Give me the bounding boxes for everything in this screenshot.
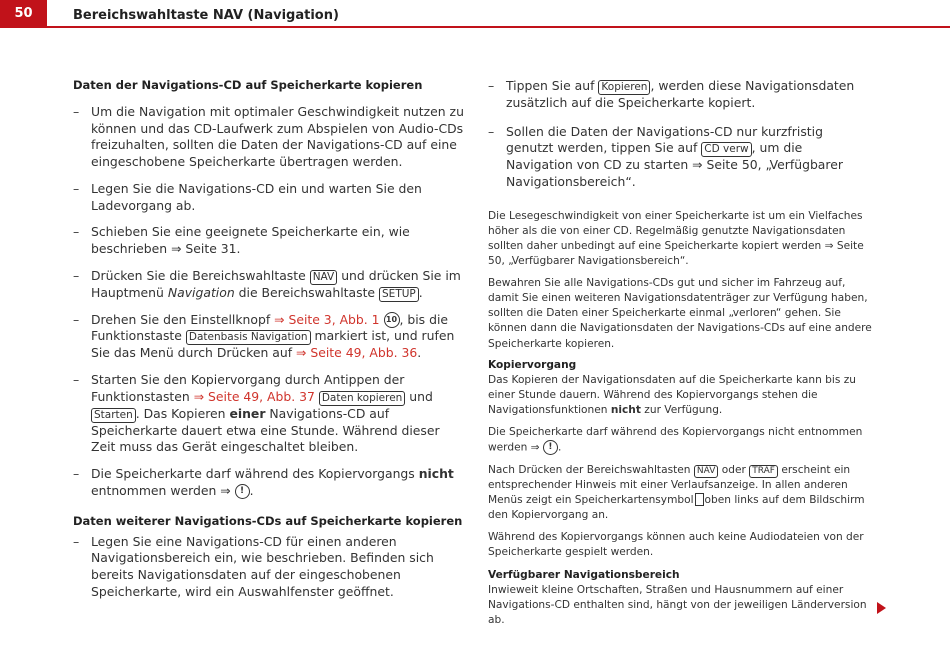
note-paragraph: Bewahren Sie alle Navigations-CDs gut und sicher im Fahrzeug auf, damit Sie einen weiteren Navigationsdatenträger zur Verfügung haben, sollten die Daten einer Speicherkarte einmal „verloren“ gehen. Sie können dann die Navigationsdaten der Navigations-CDs auf eine andere Speicherkarte kopieren.: [488, 277, 872, 350]
datenbasis-key: Datenbasis Navigation: [186, 330, 311, 345]
note-paragraph: Während des Kopiervorgangs können auch keine Audiodateien von der Speicherkarte gespielt werden.: [488, 531, 864, 559]
list-item: – Drehen Sie den Einstellknopf ⇒ Seite 3, Abb. 1 10 , bis die Funktionstaste Datenbasis Navigation markiert ist, und rufen Sie das Menü durch Drücken auf ⇒ Seite 49, Abb. 36.: [73, 311, 455, 361]
list-item: – Legen Sie eine Navigations-CD für einen anderen Navigationsbereich ein, wie beschrieben. Befinden sich bereits Navigationsdaten auf der eingeschobenen Speicherkarte, wird ein Auswahlfenster geöffnet.: [73, 533, 434, 599]
memory-card-icon: [695, 493, 704, 506]
list-item: – Starten Sie den Kopiervorgang durch Antippen der Funktionstasten ⇒ Seite 49, Abb. 37 Daten kopieren und Starten . Das Kopieren einer Navigations-CD auf Speicherkarte dauert etwa eine Stunde. Während dieser Zeit muss das Gerät eingeschaltet bleiben.: [73, 372, 440, 455]
list-item: – Um die Navigation mit optimaler Geschwindigkeit nutzen zu können und das CD-Laufwerk zum Abspielen von Audio-CDs freizuhalten, sollten die Daten der Navigations-CD auf eine eingeschobene Speicherkarte übertragen werden.: [73, 104, 464, 170]
right-column: [488, 78, 873, 628]
knob-icon: 10: [384, 312, 400, 328]
note-paragraph: Die Lesegeschwindigkeit von einer Speicherkarte ist um ein Vielfaches höher als die von einer CD. Regelmäßig genutzte Navigationsdaten sollten daher unbedingt auf eine Speicherkarte kopiert werden ⇒ Seite 50, „Verfügbarer Navigationsbereich“.: [488, 209, 864, 268]
list-item: – Die Speicherkarte darf während des Kopiervorgangs nicht entnommen werden ⇒ ! .: [73, 466, 454, 498]
list-item: – Legen Sie die Navigations-CD ein und warten Sie den Ladevorgang ab.: [73, 180, 422, 213]
daten-kopieren-key: Daten kopieren: [319, 391, 405, 406]
starten-key: Starten: [91, 408, 136, 423]
header-rule: [0, 26, 950, 28]
cd-verw-key: CD verw: [701, 142, 751, 157]
note-paragraph: Inwieweit kleine Ortschaften, Straßen und Hausnummern auf einer Navigations-CD enthalten sind, hängt von der jeweiligen Länderversion ab.: [488, 584, 867, 627]
list-item: – Sollen die Daten der Navigations-CD nur kurzfristig genutzt werden, tippen Sie auf CD verw , um die Navigation von CD zu starten ⇒ Seite 50, „Verfügbarer Navigationsbereich“.: [488, 123, 843, 190]
page-title: Bereichswahltaste NAV (Navigation): [73, 8, 339, 23]
list-item: – Tippen Sie auf Kopieren , werden diese Navigationsdaten zusätzlich auf die Speicherkarte kopiert.: [488, 78, 855, 110]
note-paragraph: Die Speicherkarte darf während des Kopiervorgangs nicht entnommen werden ⇒ ! .: [488, 425, 863, 454]
traf-key: TRAF: [749, 465, 778, 478]
page-number: 50: [0, 0, 47, 27]
note-paragraph: Das Kopieren der Navigationsdaten auf die Speicherkarte kann bis zu einer Stunde dauern. Während des Kopiervorgangs stehen die Navigationsfunktionen nicht zur Verfügung.: [488, 373, 857, 416]
list-item: – Drücken Sie die Bereichswahltaste NAV und drücken Sie im Hauptmenü Navigation die Bereichswahltaste SETUP .: [73, 267, 461, 300]
kopieren-key: Kopieren: [598, 80, 650, 95]
note-paragraph: Nach Drücken der Bereichswahltasten NAV oder TRAF erscheint ein entsprechender Hinweis mit einer Verlaufsanzeige. In allen anderen Menüs zeigt ein Speicherkartensymbol oben links auf dem Bildschirm den Kopiervorgang an.: [488, 463, 865, 521]
nav-key: NAV: [310, 270, 338, 285]
section-heading-copy-cd: Daten der Navigations-CD auf Speicherkarte kopieren: [73, 78, 423, 92]
subheading-kopiervorgang: Kopiervorgang: [488, 358, 577, 371]
list-item: – Schieben Sie eine geeignete Speicherkarte ein, wie beschrieben ⇒ Seite 31.: [73, 224, 410, 256]
warning-icon: !: [543, 440, 558, 455]
subheading-verfuegbarer-bereich: Verfügbarer Navigationsbereich: [488, 569, 680, 582]
nav-key: NAV: [694, 465, 718, 478]
setup-key: SETUP: [379, 287, 419, 302]
page-reference: ⇒ Seite 3, Abb. 1: [274, 311, 380, 327]
page-reference: ⇒ Seite 49, Abb. 36: [296, 345, 418, 361]
page-reference: ⇒ Seite 49, Abb. 37: [193, 388, 315, 404]
left-column: [73, 78, 465, 600]
continue-arrow-icon: [877, 602, 886, 614]
section-heading-further-cds: Daten weiterer Navigations-CDs auf Speicherkarte kopieren: [73, 513, 463, 528]
warning-icon: !: [235, 484, 250, 499]
